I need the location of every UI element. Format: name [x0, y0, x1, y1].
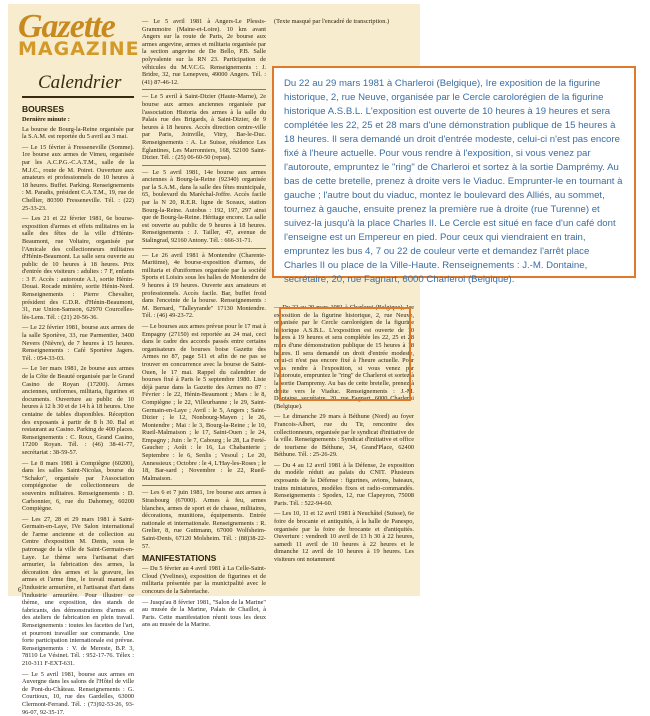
listing-paragraph: Dernière minute :	[22, 116, 70, 123]
column-middle	[142, 18, 266, 629]
column-left	[22, 102, 134, 716]
listing-paragraph: — Le 15 février à Fresseneville (Somme). 1re bourse aux armes de Vimeu, organisée par les A.C.P.G.-C.A.T.M., salle de la M.J.C., route de M. Poiret. Ouverture aux amateurs et professionnels de 10 heures à 18 heures. Buffet. Parking. Renseignements : M. Paradis, président C.A.T.M., 19, rue de Chellier, 80390 Fresseneville. Tél. : (22) 25-33-23.	[22, 143, 134, 212]
highlight-box	[279, 307, 411, 401]
listing-paragraph: — Le 8 mars 1981 à Compiègne (60200), dans les salles Saint-Nicolas, bourse du "Schako", organisée par l'Association compiégnoise de collectionneurs de souvenirs militaires. Renseignements : D. Carbonnier, 6, rue du Dahomey, 60200 Compiègne.	[22, 459, 134, 513]
listing-paragraph: — Du 5 février au 4 avril 1981 à La Celle-Saint-Cloud (Yvelines), exposition de figurines et de militaria présentée par la municipalité avec le concours de la Sabretache.	[142, 565, 266, 595]
calendar-title: Calendrier	[38, 72, 122, 93]
listing-paragraph: La bourse de Bourg-la-Reine organisée par la S.A.M. est reportée du 5 avril au 3 mai.	[22, 125, 134, 141]
section-heading: MANIFESTATIONS	[142, 553, 217, 564]
transcription-callout: Du 22 au 29 mars 1981 à Charleroi (Belgique), Ire exposition de la figurine historique, 2, rue Neuve, organisée par le Cercle carolorégien de la figurine historique A.S.B.L. L'exposition est ouverte de 10 heures à 19 heures et sera complétée les 22, 25 et 28 mars d'une démonstration publique de 15 heures à 18 heures. Il sera demandé un droit d'entrée modeste, celui-ci n'est pas encore fixé à l'heure actuelle. Pour vous rendre à l'exposition, si vous venez par l'autoroute, empruntez le "ring" de Charleroi et sortez à la sortie Damprémy. Au bas de cette bretelle, prenez à droite vers le Viaduc. Emprunter-le en tournant à gauche ; l'autre bout du viaduc, montez le boulevard des Alliés, au sommet, tournez à gauche, ensuite prenez la première rue à droite (rue Turenne) et suivez-la jusqu'à la place Charles II. Le Cercle est situé en face d'un café dont l'enseigne est un Empereur en pied. Pour ceux qui viendraient en train, empruntez les bus 4, 7 ou 22 de couleur verte et demandez l'arrêt place Charles II ou place de la Ville-Haute. Renseignements : J.-M. Dontaine, secrétaire, 20, rue Fagnart, 6000 Charleroi (Belgique).	[272, 66, 636, 278]
listing-paragraph: — Le bourses aux armes prévue pour le 17 mai à Empagny (27150) est reportée au 24 mai, ceci dans le cadre des accords passés entre certains organisateurs de bourses boise Gazette des Armes no 87, page 511 et afin de ne pas se trouver en concurrence avec la bourse de Saint-Ouen, le 17 mai. Rappel du calendrier de bourses fixé à Paris le 5 septembre 1980. Liste déjà parue dans la Gazette des Armes no 87 : Février : le 22, Hénin-Beaumont ; Mars : le 8, Compiègne ; le 22, Villeurbanne ; le 29, Saint-Germain-en-Laye ; Avril : le 5, Angers ; Saint-Dizier ; le 12, Nonbourg-Mayen ; le 26, Montendre ; Mai : le 3, Bourg-la-Reine ; le 10, Rueil-Malmaison ; le 17, Saint-Ouen ; le 24, Empagny ; Juin : le 7, Cabourg ; le 28, La Ferté-Gaucher ; Août : le 16, La Chabanterie ; Septembre : le 6, Senlis ; Vesoul ; Le 20, Annessieux ; Octobre : le 4, L'Hay-les-Roses ; le 18, Bar-sard ; Novembre : le 22, Rueil-Malmaison.	[142, 322, 266, 482]
listing-paragraph: — Le 1er mars 1981, 2e bourse aux armes de la Côte de Beauté organisée par le Grand Casino de Royan (17200). Armes anciennes, uniformes, militaria, figurines et documents. Ouverture au public de 10 heures à 12 h 30 et de 14 h à 18 heures. Une centaine de tables disponibles. Réception des exposants à partir de 8 h 30. Bal et restaurant au Casino. Parking de 400 places. Renseignements : C. Roux, Grand Casino, 17200 Royan. Tél. : (46) 38-41-77, secrétariat : 38-59-57.	[22, 365, 134, 456]
listing-paragraph: — Les 10, 11 et 12 avril 1981 à Neuchâtel (Suisse), 6e foire de brocante et antiquités, à la halle de Panespo, organisée par la foire de brocante et d'antiquités. Ouverture : vendredi 10 avril de 13 h 30 à 22 heures, samedi 11 avril de 10 heures à 22 heures et le dimanche 12 avril de 10 heures à 19 heures. Les visiteurs ont notamment	[274, 510, 414, 563]
listing-paragraph: — Le 22 février 1981, bourse aux armes de la salle Sportève, 33, rue Parmentier, 3400 Nevers (Nièvre), de 7 heures à 15 heures. Renseignements : Café Sportève Jagers. Tél. : 054-33-03.	[22, 324, 134, 362]
listing-paragraph: — Du 4 au 12 avril 1981 à la Défense, 2e exposition du modèle réduit au palais du CNIT. Plusieurs exposants de la Défense : figurines, avions, bateaux, trains miniatures, modèles fixes et radio-commandés. Renseignements : Spodex, 12, rue Clapeyron, 75008 Paris. Tél. : 522-94-60.	[274, 461, 414, 507]
listing-paragraph: — Les 21 et 22 février 1981, 6e bourse-exposition d'armes et effets militaires en la salle des fêtes de la ville d'Hénin-Beaumont, rue Voltaire, organisée par l'Amicale des collectionneurs militaires d'Hénin-Beaumont. La salle sera ouverte au public de 10 heures à 18 heures. Prix d'entrée des visiteurs : adultes : 7 F, enfants : 3 F. Accès : autoroute A.1, sortie Hénin-Douai. Rocade minière, sortie Hénin-Nord. Renseignements : Pierre Chevalier, président des C.D.R. d'Hénin-Beaumont, 31, rue Union-Samson, 62970 Courcelles-lès-Lens. Tél. : (21) 20-56-36.	[22, 215, 134, 321]
section-heading: BOURSES	[22, 104, 65, 114]
page-number: 6	[18, 586, 22, 594]
listing-paragraph: (Texte masqué par l'encadré de transcription.)	[274, 18, 390, 25]
listing-paragraph: — Le 5 avril 1981, 14e bourse aux armes anciennes à Bourg-la-Reine (92340) organisée par la S.A.M., dans la salle des fêtes municipale, 65, boulevard du Maréchal-Joffre. Accès facile par la N 20, R.E.R. ligne de Sceaux, station Bourg-la-Reine. Autobus : 192, 197, 297 ainsi que de Bourg-la-Reine. Héritage encore. La salle est ouverte au public de 9 heures à 18 heures. Renseignements : J. Tailler, 47, avenue de Stalingrad, 92160 Antony. Tél. : 666-31-71.	[142, 165, 266, 245]
listing-paragraph: — Le dimanche 29 mars à Béthune (Nord) au foyer Francois-Albert, rue du Tir, rencontre des collectionneurs, organisée par le syndicat d'initiative de la ville. Renseignements : Syndicat d'initiative et office de tourisme de Béthune, 34, Grand'Place, 62400 Béthune. Tél. : 25-26-29.	[274, 413, 414, 459]
listing-paragraph: — Les 6 et 7 juin 1981, 1re bourse aux armes à Strasbourg (67000). Armes à feu, armes blanches, armes de sport et de chasse, militaires, décorations, munitions, équipements. Entrée nationale et internationale. Renseignements : R. Grelier, 8, rue Guttmann, 67000 Wolfsheim-Saint-Denis, 67120 Molsheim. Tél. : (88)38-22-57.	[142, 485, 266, 550]
listing-paragraph: — Le 5 avril à Saint-Dizier (Haute-Marne), 2e bourse aux armes anciennes organisée par l'association Historia des armes à la salle du Palais rue des Brigards, à Saint-Dizier, de 9 heures à 18 heures. Accès direction centre-ville par Paris, Joinville, Vitry, Bar-le-Duc. Renseignements : A. Le Suisse, résidence Les Églantines, Les Marronniers, 168, 52100 Saint-Dizier. Tél. : (25) 06-60-50 (repas).	[142, 89, 266, 161]
masthead-gazette: Gazette	[18, 8, 115, 45]
listing-paragraph: — Le 26 avril 1981 à Montendre (Charente-Maritime), 4e bourse-exposition d'armes, de militaria et d'uniformes organisée par la société Sports et Loisirs sous les halles de Montendre de 9 heures à 19 heures. Ouverte aux amateurs et professionnels. Accès facile. Bar, buffet froid dans l'enceinte de la bourse. Renseignements : M. Bernard, "Talleyrande" 17130 Montendre. Tél. : (46) 49-23-72.	[142, 248, 266, 320]
listing-paragraph: — Les 27, 28 et 29 mars 1981 à Saint-Germain-en-Laye, IVe Salon international de l'arme ancienne et de collection au Centre d'exposition M. Denis, sous le patronage de la ville de Saint-Germain-en-Laye. Le thème sera l'artisanat d'art armurier, la fabrication des armes, la décoration des armes et la gravure, les armes et l'arme fine, le travail manuel et l'industrie armurière, et l'artisanat d'art dans l'industrie armurière. Pour illustrer ce thème, une exposition, des stands de fabricants, des démonstrations d'armes et des ateliers de fabrication en plein travail. Renseignements : toutes les facettes de l'art, et pourront travailler sur commande. Une forte participation internationale est prévue. Renseignements : V. de Mereste, B.P. 3, 78110 Le Vésinet. Tél. : 952-17-76. Télex : 210-311 F-EXT-631.	[22, 515, 134, 667]
listing-paragraph: — Le 5 avril 1981, bourse aux armes en Auvergne dans les salons de l'Hôtel de ville de Pont-du-Château. Renseignements : G. Courtioux, 10, rue des Gardelles, 63000 Clermont-Ferrand. Tél. : (73)92-53-26, 93-96-07, 92-35-17.	[22, 670, 134, 716]
masthead-logo	[18, 10, 143, 59]
title-divider	[22, 96, 134, 98]
listing-paragraph: — Le 5 avril 1981 à Angers-Le Plessis-Grammoire (Maine-et-Loire). 10 km avant Angers sur la route de Paris, 2e bourse aux armes angevine, armes et militaria organisée par la section angevine de De Bello, P.B. Salle polyvalente sur la RN 23. Participation de véhicules du M.V.C.G. Renseignements : J. Bridre, 32, rue Lenepveu, 49000 Angers. Tél. : (41) 87-46-12.	[142, 18, 266, 86]
listing-paragraph: — Jusqu'au 8 février 1981, "Salon de la Marine" au musée de la Marine, Palais de Chaillot, à Paris. Cette manifestation réunit tous les deux ans au musée de la Marine.	[142, 598, 266, 629]
masthead-magazine: MAGAZINE	[18, 38, 140, 60]
listing-paragraph: — Du 22 au 29 mars 1981 à Charleroi (Belgique), 1re exposition de la figurine historique, 2, rue Neuve, organisée par le Cercle carolorégien de la figurine historique A.S.B.L. L'exposition est ouverte de 10 heures à 19 heures et sera complétée les 22, 25 et 28 mars d'une démonstration publique de 15 heures à 18 heures. Il sera demandé un droit d'entrée modeste, celui-ci n'est pas encore fixé à l'heure actuelle. Pour vous rendre à l'exposition, si vous venez par l'autoroute, empruntez le "ring" de Charleroi et sortez à la sortie Dampremy. Au bas de cette bretelle, prenez à droite vers le Viaduc. Renseignements : J.-M. Dontaine, secrétaire, 20, rue Fagnart, 6000 Charleroi (Belgique).	[274, 304, 414, 410]
